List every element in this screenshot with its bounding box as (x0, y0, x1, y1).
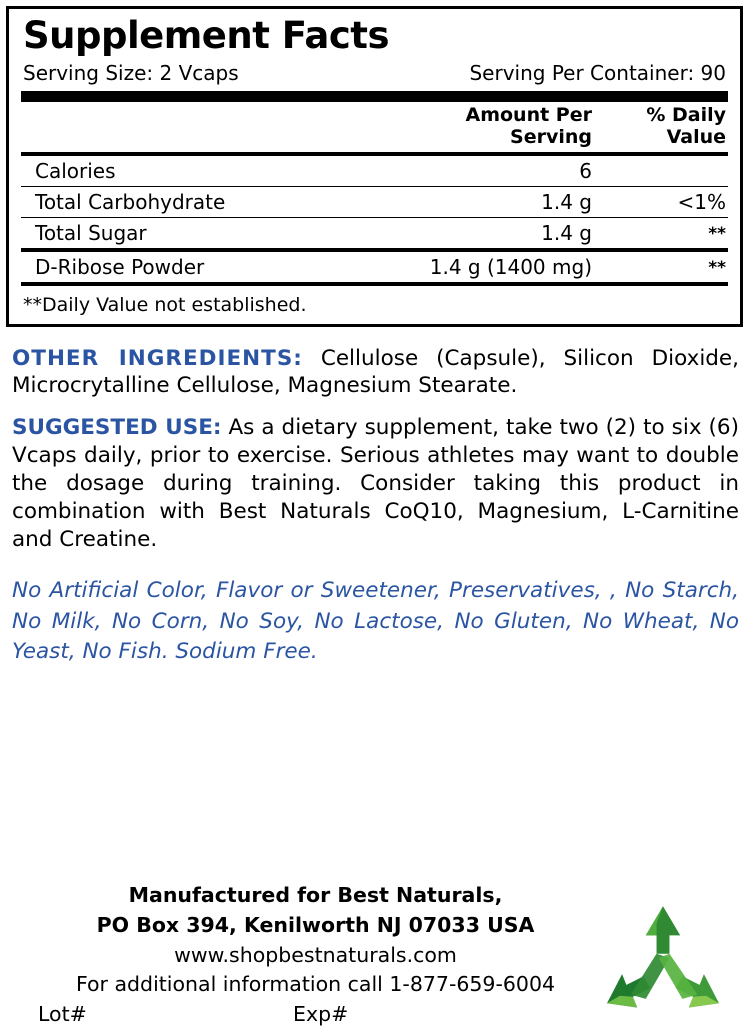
nutrient-daily-value: ** (628, 250, 728, 284)
table-row (21, 250, 728, 284)
page-title: Supplement Facts (23, 14, 390, 57)
manufacturer-line: Manufactured for Best Naturals, (128, 883, 503, 908)
other-ingredients-paragraph (12, 345, 739, 401)
table-row (21, 154, 728, 187)
nutrient-name: D-Ribose Powder (21, 250, 375, 284)
table-row (21, 217, 728, 250)
supplement-facts-panel (6, 6, 743, 327)
header-spacer (21, 102, 375, 154)
label-body (0, 327, 749, 668)
header-dv-line1: % Daily (646, 103, 726, 126)
website-line[interactable]: www.shopbestnaturals.com (174, 942, 457, 967)
nutrient-amount: 1.4 g (1400 mg) (375, 250, 628, 284)
header-amount-per-serving (375, 102, 628, 154)
serving-info-row (21, 62, 728, 91)
daily-value-footnote: **Daily Value not established. (23, 293, 307, 316)
exp-label: Exp# (293, 1002, 349, 1026)
address-line: PO Box 394, Kenilworth NJ 07033 USA (96, 912, 535, 937)
suggested-use-paragraph (12, 414, 739, 554)
nutrient-name: Total Sugar (21, 217, 375, 250)
lot-label: Lot# (38, 1002, 87, 1026)
phone-line: For additional information call 1-877-659-6004 (75, 972, 556, 997)
nutrient-amount: 1.4 g (375, 217, 628, 250)
header-amount-line2: Serving (510, 125, 592, 148)
free-from-claims: No Artificial Color, Flavor or Sweetener, Preservatives, , No Starch, No Milk, No Corn, No Soy, No Lactose, No Gluten, No Wheat, No Yeast, No Fish. Sodium Free. (12, 578, 739, 665)
nutrition-table (21, 102, 728, 286)
recycle-icon (597, 902, 729, 1014)
table-header-row (21, 102, 728, 154)
serving-size: Serving Size: 2 Vcaps (23, 60, 239, 85)
table-row (21, 186, 728, 217)
suggested-use-label: SUGGESTED USE: (12, 415, 222, 441)
supplement-label-page (0, 6, 749, 1030)
header-amount-line1: Amount Per (465, 103, 592, 126)
nutrient-daily-value: ** (628, 217, 728, 250)
nutrient-daily-value (628, 154, 728, 187)
serving-per-container: Serving Per Container: 90 (469, 60, 726, 85)
other-ingredients-text: Cellulose (Capsule), Silicon Dioxide, Microcrytalline Cellulose, Magnesium Stearate. (12, 345, 739, 399)
nutrient-name: Calories (21, 154, 375, 187)
nutrient-name: Total Carbohydrate (21, 186, 375, 217)
label-footer (0, 881, 749, 1026)
nutrient-daily-value: <1% (628, 186, 728, 217)
nutrient-amount: 6 (375, 154, 628, 187)
header-dv-line2: Value (666, 125, 726, 148)
panel-divider-thick (21, 91, 728, 102)
nutrient-amount: 1.4 g (375, 186, 628, 217)
header-daily-value (628, 102, 728, 154)
other-ingredients-label: OTHER INGREDIENTS: (12, 345, 303, 371)
suggested-use-text: As a dietary supplement, take two (2) to six (6) Vcaps daily, prior to exercise. Serious athletes may want to double the dosage during training. Consider taking this product in combination with Best Naturals CoQ10, Magnesium, L-Carnitine and Creatine. (12, 415, 739, 553)
